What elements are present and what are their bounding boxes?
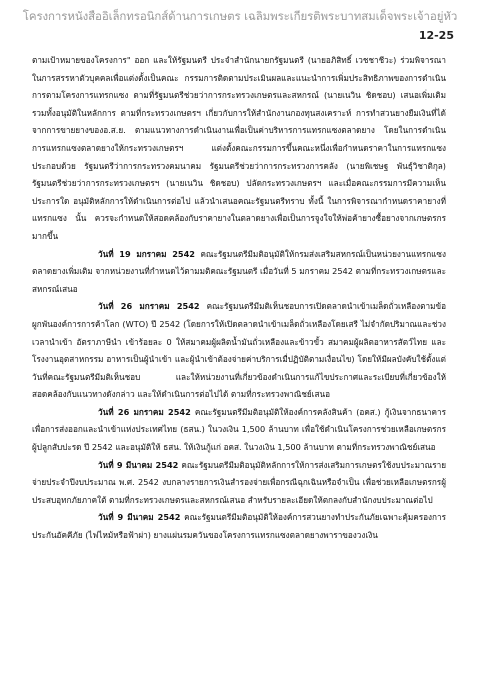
paragraph-text: คณะรัฐมนตรีมีมติเห็นชอบการเปิดตลาดนำเข้าเมล็ดถั่วเหลืองตามข้อผูกพันองค์การการค้าโลก (WTO) ปี 2542 (โดยการให้เปิดตลาดนำเข้าเมล็ดถั่วเหลืองโดยเสรี ไม่จำกัดปริมาณและช่วงเวลานำเข้า อัตราภาษีนำ เข้าร้อยละ 0 ให้สมาคมผู้ผลิตน้ำมันถั่วเหลืองและข้าวขั้ว สมาคมผู้ผลิตอาหารสัตว์ไทย และโรงงานอุตสาหกรรม อาหารเป็นผู้นำเข้า และผู้นำเข้าต้องจ่ายค่าบริการเมื่ปฏิบัติตามเงื่อนไข) โดยให้มีผลบังคับใช้ตั้งแต่วันที่คณะรัฐมนตรีมีมติเห็นชอบ และให้หน่วยงานที่เกี่ยวข้องดำเนินการแก้ไขประกาศและระเบียบที่เกี่ยวข้องให้สอดคล้องกับแนวทางดังกล่าว และให้ดำเนินการต่อไปได้ ตามที่กระทรวงพาณิชย์เสนอ xyxy=(32,301,446,400)
document-body xyxy=(32,52,446,545)
paragraph-text: ตามเป้าหมายของโครงการ" ออก และให้รัฐมนตรี ประจำสำนักนายกรัฐมนตรี (นายอภิสิทธิ์ เวชชาชีวะ) ร่วมพิจารณาในการสรรหาตัวบุคคลเพื่อแต่งตั้งเป็นคณะ กรรมการติดตามประเมินผลและแนะนำการเพิ่มประสิทธิภาพของการดำเนินการตามโครงการแทรกแซง ตามที่รัฐมนตรีช่วยว่าการกระทรวงเกษตรและสหกรณ์ (นายเนวิน ชิดชอบ) เสนอเพิ่มเติม รวมทั้งอนุมัติในหลักการ ตามที่กระทรวงเกษตรฯ เกี่ยวกับการให้สำนักงานกองทุนสงเคราะห์ การทำสวนยางยืมเงินที่ได้จากการขายยางของอ.ส.ย. ตามแนวทางการดำเนินงานเพื่อเป็นค่าบริหารการแทรกแซงตลาดยาง โดยในการดำเนินการแทรกแซงตลาดยางให้กระทรวงเกษตรฯ แต่งตั้งคณะกรรมการขึ้นคณะหนึ่งเพื่อกำหนดราคาในการแทรกแซงประกอบด้วย รัฐมนตรีว่าการกระทรวงคมนาคม รัฐมนตรีช่วยว่าการกระทรวงการคลัง (นายพิเชษฐ พันธุ์วิชาติกุล) รัฐมนตรีช่วยว่าการกระทรวงเกษตรฯ (นายเนวิน ชิดชอบ) ปลัดกระทรวงเกษตรฯ และเมื่อคณะกรรมการมีความเห็นประการใด อนุมัติหลักการให้ดำเนินการต่อไป แล้วนำเสนอคณะรัฐมนตรีทราบ ทั้งนี้ ในการพิจารณากำหนดราคายางที่แทรกแซง นั้น ควรจะกำหนดให้สอดคล้องกับราคายางในตลาดยางเพื่อเป็นการจูงใจให้พ่อค้ายางซื้อยางจากเกษตรกรมากขึ้น xyxy=(32,55,446,241)
paragraph-9-mar-1999-flood xyxy=(32,457,446,510)
page-number: 12-25 xyxy=(418,29,454,42)
paragraph-9-mar-1999-insurance xyxy=(32,509,446,544)
paragraph-date: วันที่ 26 มกราคม 2542 xyxy=(98,406,191,417)
paragraph-date: วันที่ 9 มีนาคม 2542 xyxy=(98,459,179,470)
paragraph-text: คณะรัฐมนตรีมีมติอนุมัติให้องค์การสวนยางทำประกันภัยเฉพาะคุ้มครองการประกันอัคคีภัย (ไฟไหม้หรือฟ้าผ่า) ยางแผ่นรมควันของโครงการแทรกแซงตลาดยางพาราของวงเงิน xyxy=(32,512,447,541)
paragraph-text: คณะรัฐมนตรีมีมติอนุมัติหลักการให้การส่งเสริมการเกษตรใช้งบประมาณรายจ่ายประจำปีงบประมาณ พ.ศ. 2542 งบกลางรายการเงินสำรองจ่ายเพื่อกรณีฉุกเฉินหรือจำเป็น เพื่อช่วยเหลือเกษตรกรผู้ประสบอุทกภัยภาคใต้ ตามที่กระทรวงเกษตรและสหกรณ์เสนอ สำหรับรายละเอียดให้ตกลงกับสำนักงบประมาณต่อไป xyxy=(32,459,446,505)
paragraph-19-jan-1999 xyxy=(32,246,446,299)
paragraph-continuation xyxy=(32,52,446,246)
paragraph-date: วันที่ 19 มกราคม 2542 xyxy=(98,248,196,259)
paragraph-26-jan-1999-pineapple xyxy=(32,404,446,457)
running-header: โครงการหนังสืออิเล็กทรอนิกส์ด้านการเกษตร เฉลิมพระเกียรติพระบาทสมเด็จพระเจ้าอยู่หัว xyxy=(22,9,458,23)
paragraph-26-jan-1999-soybean xyxy=(32,298,446,404)
paragraph-text: คณะรัฐมนตรีมีมติอนุมัติให้กรมส่งเสริมสหกรณ์เป็นหน่วยงานแทรกแซงตลาดยางเพิ่มเติม จากหน่วยงานที่กำหนดไว้ตามมติคณะรัฐมนตรี เมื่อวันที่ 5 มกราคม 2542 ตามที่กระทรวงเกษตรและสหกรณ์เสนอ xyxy=(32,248,446,294)
paragraph-text: คณะรัฐมนตรีมีมติอนุมัติให้องค์การคลังสินค้า (อคส.) กู้เงินจากธนาคารเพื่อการส่งออกและนำเข้าแห่งประเทศไทย (ธสน.) ในวงเงิน 1,500 ล้านบาท เพื่อใช้ดำเนินโครงการช่วยเหลือเกษตรกรผู้ปลูกสับปะรด ปี 2542 และอนุมัติให้ ธสน. ให้เงินกู้แก่ อคส. ในวงเงิน 1,500 ล้านบาท ตามที่กระทรวงพาณิชย์เสนอ xyxy=(32,406,446,453)
paragraph-date: วันที่ 26 มกราคม 2542 xyxy=(98,301,200,312)
paragraph-date: วันที่ 9 มีนาคม 2542 xyxy=(98,512,181,523)
